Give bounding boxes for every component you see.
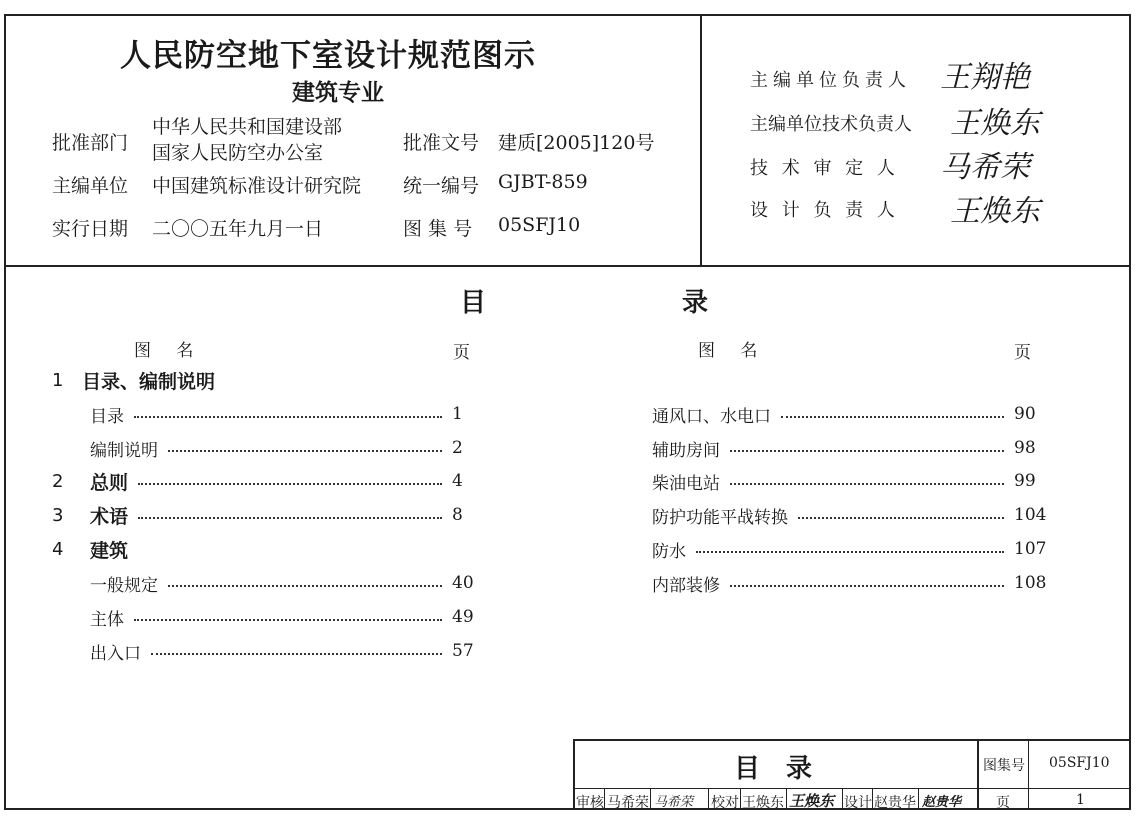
toc-col-page-right: 页 bbox=[1014, 343, 1031, 363]
toc-entry[interactable] bbox=[90, 571, 474, 596]
toc-entry-label: 目录、编制说明 bbox=[82, 370, 216, 393]
approval-dept-line1: 中华人民共和国建设部 bbox=[152, 116, 343, 138]
toc-leader-dots bbox=[798, 517, 1004, 519]
design-head-label: 设 计 负 责 人 bbox=[750, 200, 899, 221]
toc-leader-dots bbox=[730, 450, 1004, 452]
toc-col-name-right: 图 名 bbox=[698, 341, 768, 361]
approval-dept-label: 批准部门 bbox=[52, 132, 129, 154]
toc-entry-label: 内部装修 bbox=[652, 575, 720, 596]
page-number: 1 bbox=[1076, 792, 1085, 808]
design-head-signature: 王焕东 bbox=[950, 194, 1040, 229]
chief-unit-head-label: 主编单位负责人 bbox=[750, 70, 911, 91]
check-label: 校对 bbox=[711, 795, 739, 811]
title-block-cell-divider bbox=[708, 788, 709, 810]
impl-date-value: 二〇〇五年九月一日 bbox=[152, 218, 324, 240]
reviewer-signature: 马希荣 bbox=[654, 795, 694, 810]
toc-entry-page: 90 bbox=[1014, 404, 1036, 424]
toc-leader-dots bbox=[168, 450, 442, 452]
toc-entry-label: 出入口 bbox=[90, 643, 141, 664]
toc-entry[interactable] bbox=[52, 503, 470, 527]
toc-entry[interactable] bbox=[652, 402, 1042, 426]
toc-entry-label: 一般规定 bbox=[90, 575, 158, 596]
atlas-no-label: 图 集 号 bbox=[403, 218, 473, 240]
design-label: 设计 bbox=[844, 795, 872, 811]
toc-entry-number: 3 bbox=[52, 504, 64, 526]
title-block-cell-divider bbox=[918, 788, 919, 810]
atlas-number-label: 图集号 bbox=[983, 758, 1025, 774]
approval-doc-value: 建质[2005]120号 bbox=[498, 132, 655, 154]
toc-entry-page: 99 bbox=[1014, 471, 1036, 491]
toc-entry[interactable] bbox=[652, 436, 1042, 460]
toc-leader-dots bbox=[168, 585, 442, 587]
approval-doc-label: 批准文号 bbox=[403, 132, 480, 154]
toc-entry-label: 建筑 bbox=[90, 539, 129, 562]
toc-entry-page: 57 bbox=[452, 641, 474, 661]
header-vertical-divider bbox=[700, 14, 702, 266]
toc-entry-page: 108 bbox=[1014, 573, 1047, 593]
title-block-title-right: 录 bbox=[786, 754, 813, 784]
toc-col-page-left: 页 bbox=[453, 343, 470, 363]
toc-leader-dots bbox=[134, 619, 442, 621]
toc-entry[interactable] bbox=[90, 605, 474, 630]
title-block-cell-divider bbox=[872, 788, 873, 810]
title-block-title-left: 目 bbox=[734, 754, 761, 784]
impl-date-label: 实行日期 bbox=[52, 218, 129, 240]
toc-entry-label: 总则 bbox=[90, 471, 129, 494]
toc-entry-number: 2 bbox=[52, 470, 64, 492]
title-block-cell-divider bbox=[740, 788, 741, 810]
toc-leader-dots bbox=[138, 517, 442, 519]
title-block-col-divider bbox=[977, 739, 979, 810]
toc-entry-page: 98 bbox=[1014, 438, 1036, 458]
tech-reviewer-label: 技 术 审 定 人 bbox=[750, 158, 899, 179]
approval-dept-line2: 国家人民防空办公室 bbox=[152, 142, 324, 164]
toc-entry-label: 柴油电站 bbox=[652, 473, 720, 494]
unified-no-label: 统一编号 bbox=[403, 175, 480, 197]
toc-heading-right: 录 bbox=[682, 288, 709, 318]
toc-col-name-left: 图 名 bbox=[134, 341, 204, 361]
toc-entry[interactable] bbox=[652, 571, 1047, 596]
toc-entry-page: 40 bbox=[452, 573, 474, 593]
toc-leader-dots bbox=[781, 416, 1004, 418]
chief-unit-tech-head-label: 主编单位技术负责人 bbox=[750, 114, 912, 135]
title-block-col-divider bbox=[1028, 739, 1029, 810]
toc-entry-page: 4 bbox=[452, 471, 463, 491]
toc-heading-left: 目 bbox=[460, 288, 487, 318]
chief-unit-label: 主编单位 bbox=[52, 175, 129, 197]
toc-entry-label: 通风口、水电口 bbox=[652, 406, 771, 427]
toc-entry[interactable] bbox=[90, 436, 470, 460]
toc-entry-label: 防护功能平战转换 bbox=[652, 507, 788, 528]
toc-leader-dots bbox=[696, 551, 1004, 553]
toc-leader-dots bbox=[730, 585, 1004, 587]
toc-entry[interactable] bbox=[52, 368, 472, 392]
toc-entry[interactable] bbox=[652, 469, 1042, 493]
toc-entry-page: 8 bbox=[452, 505, 463, 525]
toc-entry[interactable] bbox=[652, 503, 1047, 528]
toc-entry-page: 107 bbox=[1014, 539, 1047, 559]
toc-entry-page: 104 bbox=[1014, 505, 1047, 525]
toc-entry[interactable] bbox=[52, 469, 470, 493]
toc-entry[interactable] bbox=[52, 537, 470, 561]
atlas-title: 人民防空地下室设计规范图示 bbox=[120, 38, 536, 74]
title-block-cell-divider bbox=[842, 788, 843, 810]
toc-entry-label: 主体 bbox=[90, 609, 124, 630]
atlas-no-value: 05SFJ10 bbox=[498, 214, 581, 236]
chief-unit-value: 中国建筑标准设计研究院 bbox=[152, 175, 362, 197]
toc-entry[interactable] bbox=[90, 402, 470, 426]
toc-entry[interactable] bbox=[90, 639, 474, 664]
toc-entry-page: 2 bbox=[452, 438, 463, 458]
toc-entry-label: 编制说明 bbox=[90, 440, 158, 461]
title-block-cell-divider bbox=[604, 788, 605, 810]
chief-unit-tech-head-signature: 王焕东 bbox=[950, 106, 1040, 141]
toc-entry-page: 1 bbox=[452, 404, 463, 424]
toc-entry-label: 目录 bbox=[90, 406, 124, 427]
toc-entry-label: 辅助房间 bbox=[652, 440, 720, 461]
atlas-number-value: 05SFJ10 bbox=[1049, 755, 1110, 771]
toc-leader-dots bbox=[730, 483, 1004, 485]
reviewer-name: 马希荣 bbox=[607, 795, 649, 811]
header-divider bbox=[4, 265, 1131, 267]
title-block-cell-divider bbox=[786, 788, 787, 810]
toc-entry-page: 49 bbox=[452, 607, 474, 627]
title-block-row-divider bbox=[573, 788, 1131, 789]
toc-leader-dots bbox=[138, 483, 442, 485]
toc-entry-number: 1 bbox=[52, 369, 64, 391]
unified-no-value: GJBT-859 bbox=[498, 171, 588, 193]
page-label: 页 bbox=[996, 795, 1010, 811]
tech-reviewer-signature: 马希荣 bbox=[940, 150, 1030, 185]
toc-leader-dots bbox=[151, 653, 442, 655]
checker-name: 王焕东 bbox=[742, 795, 784, 811]
designer-signature: 赵贵华 bbox=[922, 795, 962, 810]
toc-entry-number: 4 bbox=[52, 538, 64, 560]
toc-entry-label: 防水 bbox=[652, 541, 686, 562]
title-block-cell-divider bbox=[650, 788, 651, 810]
toc-entry-label: 术语 bbox=[90, 505, 129, 528]
toc-entry[interactable] bbox=[652, 537, 1047, 562]
checker-signature: 王焕东 bbox=[789, 792, 835, 810]
designer-name: 赵贵华 bbox=[874, 795, 916, 811]
review-label: 审核 bbox=[576, 795, 604, 811]
chief-unit-head-signature: 王翔艳 bbox=[940, 60, 1030, 95]
toc-leader-dots bbox=[134, 416, 442, 418]
atlas-subtitle: 建筑专业 bbox=[292, 80, 384, 106]
